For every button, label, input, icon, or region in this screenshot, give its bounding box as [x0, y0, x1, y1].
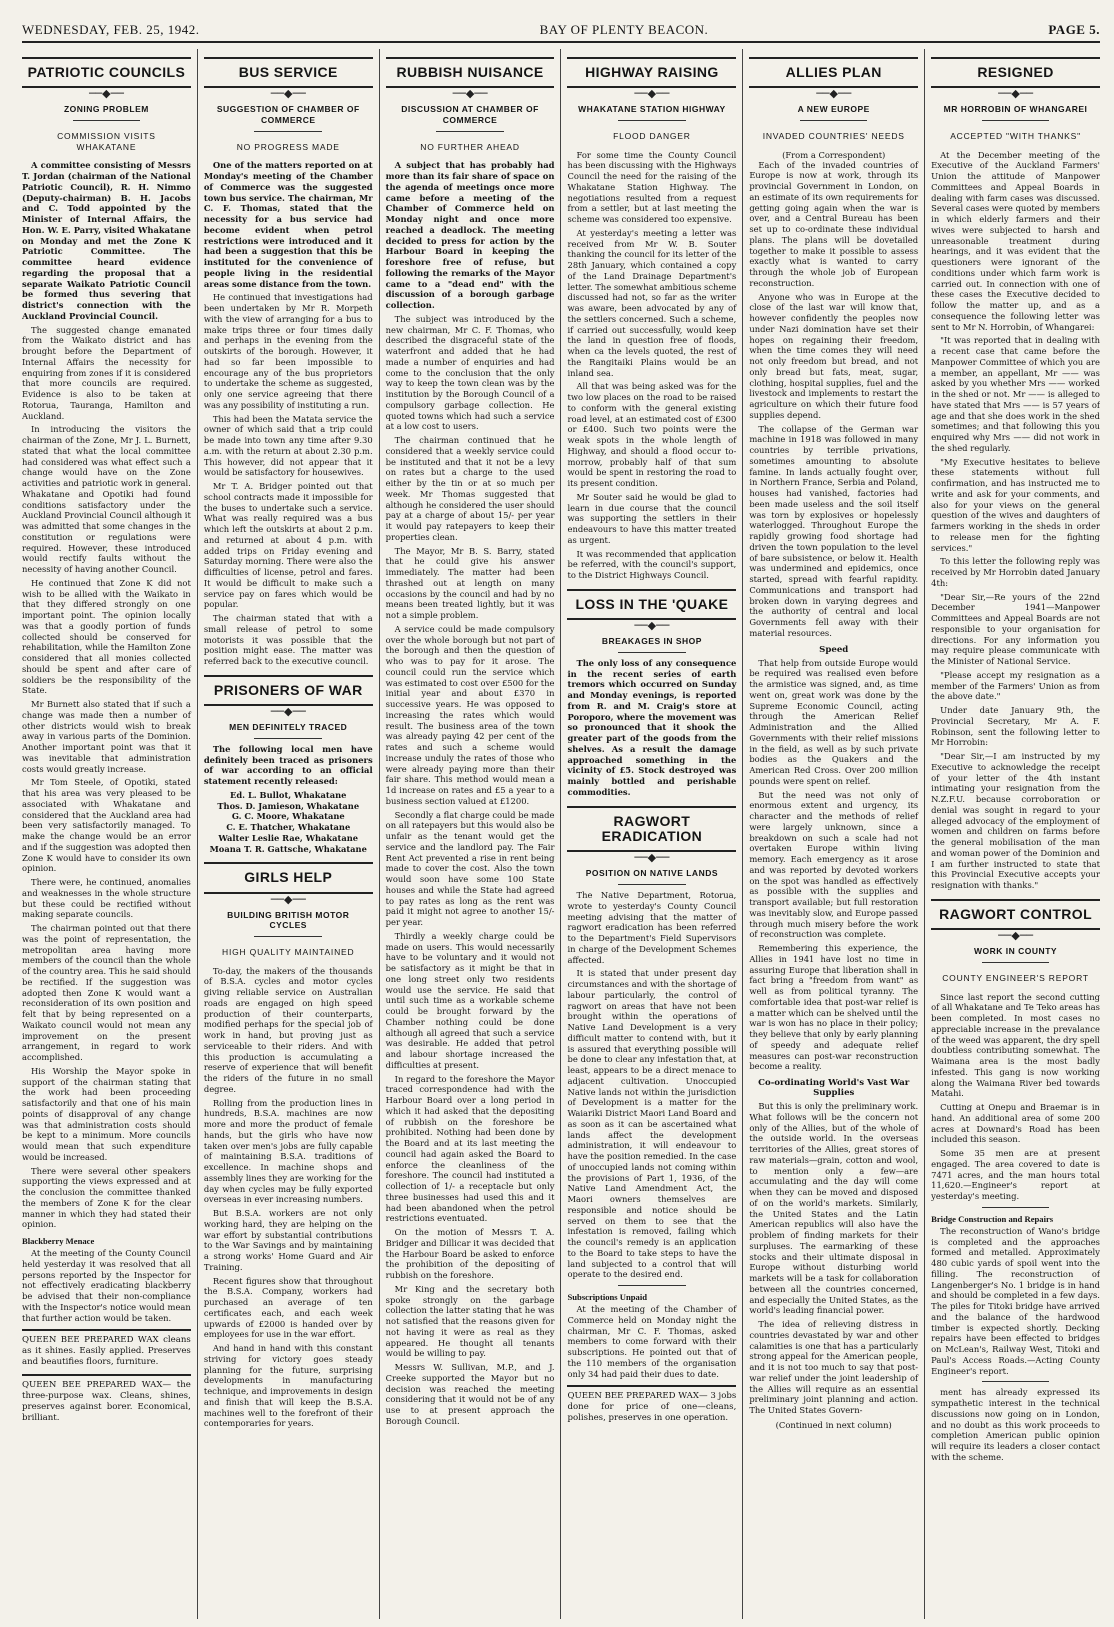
- ad-text: QUEEN BEE PREPARED WAX— the three-purpose wax. Cleans, shines, preserves against borer. Economical, brilliant.: [22, 1380, 191, 1424]
- paragraph: "Dear Sir,—I am instructed by my Executive to acknowledge the receipt of your letter of the 4th instant intimating your resignation from the N.Z.F.U. because corroboration or denial was sought in regard to your alleged advocacy of the employment of women and children on farms before the general mobilisation of the man and woman power of the Dominion and I am further instructed to state that this Provincial Executive accepts your resignation with thanks.": [931, 751, 1100, 891]
- page-number: PAGE 5.: [1048, 22, 1100, 37]
- advertisement: [22, 1329, 191, 1368]
- paragraph: Some 35 men are at present engaged. The area covered to date is 7471 acres, and the man hours total 11,620.—Engineer's report at yesterday's meeting.: [931, 1148, 1100, 1202]
- issue-date: WEDNESDAY, FEB. 25, 1942.: [22, 22, 200, 37]
- paragraph: Mr Burnett also stated that if such a change was made then a number of other districts would wish to break away in various parts of the Dominion. Another important point was that it was inevitable that administration costs would greatly increase.: [22, 699, 191, 774]
- article-title-loss-in-quake: LOSS IN THE 'QUAKE: [567, 589, 736, 620]
- article-body: [22, 160, 191, 1230]
- list-item: C. E. Thatcher, Whakatane: [226, 822, 351, 833]
- paragraph: "Dear Sir,—Re yours of the 22nd December 1941—Manpower Committees and Appeal Boards are not responsible to your organisation for directions. For any information you may require please communicate with the Minister of National Service.: [931, 591, 1100, 667]
- divider: [618, 884, 686, 885]
- list-item: Ed. L. Bullot, Whakatane: [230, 789, 347, 800]
- paper-name: BAY OF PLENTY BEACON.: [539, 22, 709, 37]
- paragraph: There were, he continued, anomalies and weaknesses in the whole structure but these could be rectified without making separate councils.: [22, 877, 191, 920]
- divider: [618, 120, 686, 121]
- list-item: Thos. D. Jamieson, Whakatane: [217, 800, 360, 811]
- article-deck: WHAKATANE STATION HIGHWAY: [578, 104, 726, 115]
- section-heading: Speed: [819, 644, 849, 655]
- side-heading: Subscriptions Unpaid: [567, 1292, 648, 1303]
- article-deck: WORK IN COUNTY: [974, 946, 1058, 957]
- continued-note: (Continued in next column): [775, 1419, 892, 1430]
- paragraph: But this is only the preliminary work. What follows will be the concern not only of the Allies, but of the whole of the outside world. In the overseas territories of the Allies, great stores of raw materials—grain, cotton and wool, to mention only a few—are accumulating and the day will come when they can be moved and disposed of on the world's markets. Similarly, the United States and the Latin American republics will also have the problem of finding markets for their surpluses. The earmarking of these stocks and their ultimate disposal in Europe without disturbing world markets will be a task for collaboration between all the countries concerned, and especially the United States, as the world's leading financial power.: [749, 1101, 919, 1316]
- paragraph: All that was being asked was for the two low places on the road to be raised to conform with the general existing road level, at an estimated cost of £300 or £400. Such two points were the weak spots in the whole length of Highway, and should a flood occur to-morrow, probably half of that sum would be spent in restoring the road to its present condition.: [567, 381, 737, 489]
- divider: [73, 120, 141, 121]
- paragraph: Each of the invaded countries of Europe is now at work, through its provincial Government in London, on an estimate of its own requirements for getting going again when the war is over, and a Central Bureau has been set up to co-ordinate these individual plans. The plans will be dovetailed together to make it possible to assess exactly what is wanted to carry through the whole job of European reconstruction.: [749, 159, 919, 288]
- article-deck: DISCUSSION AT CHAMBER OF COMMERCE: [401, 104, 539, 126]
- paragraph: "Please accept my resignation as a member of the Farmers' Union as from the above date.": [931, 669, 1100, 702]
- divider: [982, 1207, 1050, 1208]
- paragraph: ment has already expressed its sympathetic interest in the technical discussions now going on in London, and no doubt as this work proceeds to completion American public opinion will require its leaders a closer contact with the scheme.: [931, 1387, 1100, 1462]
- paragraph: At yesterday's meeting a letter was received from Mr W. B. Souter thanking the council for its letter of the 28th January, which contained a copy of the Land Drainage Department's letter. The somewhat ambitious scheme discussed had not, so far as the writer was aware, been advocated by any of the settlers concerned. Such a scheme, if carried out successfully, would keep the land in question free of floods, when ca the levels quoted, the rest of the Rangitaiki Plains would be an inland sea.: [567, 227, 737, 378]
- byline: (From a Correspondent): [782, 149, 886, 160]
- paragraph: At the meeting of the Chamber of Commerce held on Monday night the chairman, Mr C. F. Thomas, asked members to come forward with their subscriptions. He pointed out that of the 110 members of the organisation only 34 had paid their dues to date.: [567, 1304, 737, 1379]
- paragraph: Thirdly a weekly charge could be made on users. This would necessarily have to be voluntary and it would not be satisfactory as it might be that in one long street only two residents would use the service. He said that until such time as a workable scheme could be brought forward by the Chamber nothing could be done although all agreed that such a service was desirable. He added that petrol and labour shortage increased the difficulties at present.: [385, 930, 555, 1070]
- ornament-divider: ──◆──: [816, 87, 852, 101]
- divider: [436, 131, 504, 132]
- paragraph: Under date January 9th, the Provincial Secretary, Mr A. F. Robinson, sent the following letter to Mr Horrobin:: [931, 705, 1100, 748]
- paragraph: At the December meeting of the Executive of the Auckland Farmers' Union the attitude of Manpower Committees and Appeal Boards in dealing with farm cases was discussed. Several cases were quoted by members in which elderly farmers and their wives were subjected to harsh and unreasonable treatment during hearings, and it was evident that the questioners were ignorant of the conditions under which farm work is carried out. In connection with one of these cases the Executive decided to follow the matter up, and as a consequence the following letter was sent to Mr N. Horrobin, of Whangarei:: [931, 149, 1100, 332]
- article-deck: MEN DEFINITELY TRACED: [229, 722, 348, 733]
- paragraph: A subject that has probably had more than its fair share of space on the agenda of meetings once more came before a meeting of the Chamber of Commerce held on Monday night and once more reached a deadlock. The meeting decided to press for action by the Harbour Board in keeping the foreshore free of refuse, but following the remarks of the Mayor came to a "dead end" with the discussion of a borough garbage collection.: [385, 160, 555, 311]
- ad-text: QUEEN BEE PREPARED WAX cleans as it shines. Easily applied. Preserves and beautifies floors, furniture.: [22, 1335, 191, 1368]
- paragraph: One of the matters reported on at Monday's meeting of the Chamber of Commerce was the suggested town bus service. The chairman, Mr C. F. Thomas, stated that the necessity for a bus service had become evident when petrol restrictions were introduced and it had been a suggestion that this be instituted for the convenience of people living in the residential areas some distance from the town.: [203, 160, 373, 289]
- article-subhead: NO FURTHER AHEAD: [420, 141, 520, 152]
- article-deck: A NEW EUROPE: [797, 104, 870, 115]
- paragraph: The only loss of any consequence in the recent series of earth tremors which occurred on Sunday and Monday evenings, is reported from R. and M. Craig's store at Poroporo, where the movement was so pronounced that it shook the greater part of the goods from the shelves. As a result the damage approached something in the vicinity of £5. Stock destroyed was mainly bottled and perishable commodities.: [567, 657, 737, 797]
- ornament-divider: ──◆──: [270, 705, 306, 719]
- paragraph: A committee consisting of Messrs T. Jordan (chairman of the National Patriotic Council), R. H. Nimmo (Deputy-chairman) B. H. Jacobs and C. Todd appointed by the Minister of Internal Affairs, the Hon. W. E. Parry, visited Whakatane on Monday and met the Zone K Patriotic Committee. The committee heard evidence regarding the proposal that a separate Waikato Patriotic Council be formed thus severing that district's connection with the Auckland Provincial Council.: [22, 160, 191, 321]
- paragraph: His Worship the Mayor spoke in support of the chairman stating that the work had been proceeding satisfactorily and that one of his main points of disapproval of any change was that administration costs should be kept to a minimum. More councils would mean that such expenditure would be increased.: [22, 1065, 191, 1162]
- paragraph: The chairman pointed out that there was the point of representation, the metropolitan area having more members of the council than the whole of the country area. This he said should be rectified. If the suggestion was adopted then Zone K would want a reconsideration of its own position and felt that by being represented on a Waikato council would not mean any improvement on the present arrangement, in regard to work accomplished.: [22, 923, 191, 1063]
- divider: [982, 962, 1050, 963]
- paragraph: Recent figures show that throughout the B.S.A. Company, workers had purchased an average of ten certificates each, and each week upwards of £2000 is handed over by employees for use in the war effort.: [203, 1275, 373, 1340]
- paragraph: Anyone who was in Europe at the close of the last war will know that, however confidently the peoples now under Nazi domination have set their hopes on regaining their freedom, when the time comes they will need not only freedom but bread, and not only bread but fats, meat, sugar, clothing, hospital supplies, fuel and the livestock and implements to restart the agriculture on which their future food supplies depend.: [749, 291, 919, 420]
- article-deck: SUGGESTION OF CHAMBER OF COMMERCE: [216, 104, 360, 126]
- article-subhead: COMMISSION VISITS WHAKATANE: [57, 131, 156, 152]
- divider: [618, 652, 686, 653]
- paragraph: "My Executive hesitates to believe these statements without full confirmation, and has instructed me to write and ask for your comments, and also for your views on the general question of the wives and daughters of farmers working in the sheds in order to release men for the fighting services.": [931, 456, 1100, 553]
- article-deck: BUILDING BRITISH MOTOR CYCLES: [227, 909, 350, 931]
- paragraph: The idea of relieving distress in countries devastated by war and other calamities is one that has a particularly strong appeal for the American people, and it is not too much to say that post-war relief under the joint leadership of the Allies will require as an essential preliminary joint planning and action. The United States Govern-: [749, 1319, 919, 1416]
- list-item: G. C. Moore, Whakatane: [231, 811, 345, 822]
- article-deck: MR HORROBIN OF WHANGAREI: [943, 104, 1088, 115]
- paragraph: The reconstruction of Wano's bridge is completed and the approaches formed and metalled. Approximately 480 cubic yards of spoil went into the filling. The reconstruction of Langenberger's No. 1 bridge is in hand and should be completed in a few days. The piles for Titoki bridge have arrived and the balance of the hardwood timber is expected shortly. Decking repairs have been effected to bridges on McLean's, Railway West, Titoki and Paul's Access Roads.—Acting County Engineer's report.: [931, 1225, 1100, 1376]
- paragraph: At the meeting of the County Council held yesterday it was resolved that all persons reported by the Inspector for not effectively eradicating blackberry be advised that their non-compliance with the Inspector's notice would mean that further action would be taken.: [22, 1248, 191, 1323]
- paragraph: Mr Tom Steele, of Opotiki, stated that his area was very pleased to be associated with Whakatane and considered that the Auckland area had been very satisfactorily managed. To make the change would be an error and if the suggestion was adopted then Zone K would have to consider its own opinion.: [22, 777, 191, 874]
- side-heading: Blackberry Menace: [22, 1236, 95, 1247]
- paragraph: There were several other speakers supporting the views expressed and at the conclusion the committee thanked the members of Zone K for the clear manner in which they had stated their opinion.: [22, 1165, 191, 1230]
- paragraph: He continued that Zone K did not wish to be allied with the Waikato in that they differed strongly on one important point. The opinion locally was that a goodly portion of funds collected should be conserved for rehabilitation, while the Hamilton Zone considered that all monies collected should be spent and after care of soldiers be the responsibility of the State.: [22, 577, 191, 696]
- paragraph: In regard to the foreshore the Mayor traced correspondence had with the Harbour Board over a long period in which it had asked that the depositing of rubbish on the foreshore be prohibited. Nothing had been done by the Board and at its last meeting the council had again asked the Board to enforce the cleanliness of the foreshore. The council had instituted a collection of 1/- a receptacle but only three businesses had used this and it had been abandoned when the petrol restrictions eventuated.: [385, 1073, 555, 1224]
- ornament-divider: ──◆──: [634, 851, 670, 865]
- column-2: [197, 49, 379, 1619]
- section-heading: Co-ordinating World's Vast War Supplies: [758, 1078, 910, 1099]
- article-title-rubbish-nuisance: RUBBISH NUISANCE: [386, 57, 555, 88]
- paragraph: It is stated that under present day circumstances and with the shortage of labour particularly, the control of ragwort on areas that have not been brought within the operations of Native Land Development is a very difficult matter to contend with, but it is assured that everything possible will be done to clear any infestation that, at least, appears to be a direct menace to adjacent cultivation. Unoccupied Native lands not within the jurisdiction of Development is a matter for the Waiariki District Maori Land Board and as soon as it can be ascertained what lands affect the development administration, it will endeavour to have the position remedied. In the case of unoccupied lands not coming within the provisions of Part 1, 1936, of the Native Land Amendment Act, the Maori owners themselves are responsible and notice should be served on them to see that the infestation is removed, failing which the council's remedy is an application to the Board to take steps to have the land subjected to a control that will operate to the desired end.: [567, 968, 737, 1280]
- paragraph: The chairman stated that with a small release of petrol to some motorists it was possible that the position might ease. The matter was referred back to the executive council.: [203, 613, 373, 667]
- paragraph: It was recommended that application be referred, with the council's support, to the District Highways Council.: [567, 548, 737, 581]
- article-deck: POSITION ON NATIVE LANDS: [585, 868, 719, 879]
- article-subhead: FLOOD DANGER: [613, 131, 691, 142]
- paragraph: The chairman continued that he considered that a weekly service could be instituted and that it not be a levy on rates but a charge to the used either by the tin or at so much per week. Mr Thomas suggested that although he considered the user should pay at a charge of about 15/- per year it would pay ratepayers to keep their properties clean.: [385, 435, 555, 542]
- ornament-divider: ──◆──: [998, 929, 1034, 943]
- list-item: Moana T. R. Gattsche, Whakatane: [209, 843, 367, 854]
- ornament-divider: ──◆──: [634, 87, 670, 101]
- paragraph: Mr T. A. Bridger pointed out that school contracts made it impossible for the buses to undertake such a service. What was really required was a bus which left the outskirts at about 2 p.m. and returned at about 4 p.m. with added trips on Friday evening and Saturday morning. There were also the difficulties of license, petrol and fares. It would be difficult to make such a service pay on fares which would be popular.: [203, 481, 373, 610]
- column-5: [742, 49, 924, 1619]
- advertisement: [22, 1374, 191, 1424]
- article-title-highway-raising: HIGHWAY RAISING: [567, 57, 736, 88]
- ad-text: QUEEN BEE PREPARED WAX— 3 jobs done for price of one—cleans, polishes, preserves in one operation.: [567, 1391, 737, 1424]
- divider: [254, 738, 322, 739]
- paragraph: Mr Souter said he would be glad to learn in due course that the council was supporting the settlers in their endeavours to have this matter treated as urgent.: [567, 491, 737, 545]
- article-deck: ZONING PROBLEM: [63, 104, 149, 115]
- ornament-divider: ──◆──: [270, 892, 306, 906]
- paragraph: But B.S.A. workers are not only working hard, they are helping on the war effort by substantial contributions to the War Savings and by maintaining a strong works' Home Guard and Air Training.: [203, 1208, 373, 1272]
- article-subhead: INVADED COUNTRIES' NEEDS: [762, 131, 905, 142]
- paragraph: That help from outside Europe would be required was realised even before the armistice was signed, and, as time went on, great work was done by the Supreme Economic Council, acting through the American Relief Administration and the Allied Governments with their relief missions in the field, as well as by such private bodies as the Quakers and the American Red Cross. Over 200 million pounds were spent on relief.: [749, 657, 919, 786]
- paragraph: To-day, the makers of the thousands of B.S.A. cycles and motor cycles giving reliable service on Australian roads are engaged on high speed production of their counterparts, modified perhaps for the special job of work in hand, but proving just as serviceable to their riders. And with this production is accumulating a reserve of experience that will benefit the riders of the future in no small degree.: [203, 965, 373, 1094]
- side-heading: Bridge Construction and Repairs: [931, 1213, 1054, 1224]
- paragraph: In introducing the visitors the chairman of the Zone, Mr J. L. Burnett, stated that what the local committee had considered was what effect such a change would have on the Zone activities and patriotic work in general. Whakatane and Opotiki had found conditions satisfactory under the Auckland Provincial Council although it was admitted that some changes in the constitution or regulations were required. However, these introduced would rectify faults without the necessity of having another Council.: [22, 424, 191, 575]
- paragraph: Cutting at Onepu and Braemar is in hand. An additional area of some 200 acres at Downard's Road has been included this season.: [931, 1102, 1100, 1145]
- prisoner-list: [204, 790, 373, 855]
- article-title-prisoners-of-war: PRISONERS OF WAR: [204, 675, 373, 706]
- paragraph: The Native Department, Rotorua, wrote to yesterday's County Council meeting advising that the matter of ragwort eradication has been referred to the Department's Field Supervisors in charge of the Development Schemes affected.: [567, 890, 737, 965]
- ornament-divider: ──◆──: [634, 619, 670, 633]
- divider: [254, 936, 322, 937]
- paragraph: The suggested change emanated from the Waikato district and has brought before the Department of Internal Affairs the necessity for enquiring from zones if it is considered that more councils are required. Evidence is also to be taken at Rotorua, Tauranga, Hamilton and Auckland.: [22, 324, 191, 421]
- ornament-divider: ──◆──: [270, 87, 306, 101]
- paragraph: Remembering this experience, the Allies in 1941 have lost no time in assuring Europe that liberation shall in fact bring a "freedom from want" as well as from political tyranny. The comfortable idea that post-war relief is a matter which can be shelved until the war is won has no place in their policy; they believe that only by early planning of speedy and adequate relief measures can post-war reconstruction become a reality.: [749, 943, 919, 1072]
- article-subhead: NO PROGRESS MADE: [236, 141, 340, 152]
- divider: [800, 120, 868, 121]
- article-subhead: HIGH QUALITY MAINTAINED: [222, 947, 355, 958]
- column-6: [924, 49, 1100, 1619]
- column-3: [379, 49, 561, 1619]
- ornament-divider: ──◆──: [452, 87, 488, 101]
- paragraph: And hand in hand with this constant striving for victory goes steady planning for the future, surprising developments in manufacturing technique, and improvements in design and finish that will keep the B.S.A. machines well to the forefront of their contemporaries for years.: [203, 1343, 373, 1429]
- paragraph: A service could be made compulsory over the whole borough but not part of the borough and then the question of who was to pay for it arose. The council could run the service which was estimated to cost over £500 for the initial year and about £370 in successive years. He was opposed to increasing the rates which would result. The business area of the town was already paying 42 per cent of the rates and such a scheme would increase unduly the rates of those who were already paying more than their fair share. This method would mean a 1d increase on rates and £5 a year to a business section valued at £1200.: [385, 623, 555, 806]
- article-title-resigned: RESIGNED: [931, 57, 1100, 88]
- paragraph: This had been the Matata service the owner of which said that a trip could be made into town any time after 9.30 a.m. with the return at about 2.30 p.m. This however, did not appear that it would be satisfactory for housewives.: [203, 413, 373, 478]
- divider: [982, 1381, 1050, 1382]
- article-subhead: ACCEPTED "WITH THANKS": [950, 131, 1081, 142]
- paragraph: Messrs W. Sullivan, M.P., and J. Creeke supported the Mayor but no decision was reached the meeting considering that it would not be of any use to at present approach the Borough Council.: [385, 1362, 555, 1426]
- divider: [254, 131, 322, 132]
- masthead: [22, 20, 1100, 43]
- article-deck: BREAKAGES IN SHOP: [601, 636, 702, 647]
- article-subhead: COUNTY ENGINEER'S REPORT: [942, 972, 1089, 983]
- paragraph: Secondly a flat charge could be made on all ratepayers but this would also be unfair as the tenant would get the service and the landlord pay. The Fair Rent Act prevented a rise in rent being made to cover the cost. Also the town would soon have some 100 State houses and while the State had agreed to pay rates as long as the rent was paid it might not agree to another 15/- per year.: [385, 809, 555, 928]
- paragraph: To this letter the following reply was received by Mr Horrobin dated January 4th:: [931, 556, 1100, 588]
- paragraph: The following local men have definitely been traced as prisoners of war according to an official statement recently released:: [203, 743, 373, 787]
- article-title-ragwort-eradication: RAGWORT ERADICATION: [567, 806, 736, 853]
- ornament-divider: ──◆──: [998, 87, 1034, 101]
- paragraph: Rolling from the production lines in hundreds, B.S.A. machines are now more and more the product of female hands, but the girls who have now taken over men's jobs are fully capable of maintaining B.S.A. traditions of excellence. In machine shops and assembly lines they are working for the day when cycles may be fully exported overseas in ever increasing numbers.: [203, 1097, 373, 1205]
- article-title-girls-help: GIRLS HELP: [204, 862, 373, 893]
- columns: [22, 49, 1100, 1619]
- article-title-allies-plan: ALLIES PLAN: [749, 57, 918, 88]
- article-title-bus-service: BUS SERVICE: [204, 57, 373, 88]
- ornament-divider: ──◆──: [88, 87, 124, 101]
- paragraph: The Mayor, Mr B. S. Barry, stated that he could give his answer immediately. The matter had been thrashed out at length on many occasions by the council and had by no means been treated lightly, but it was not a simple problem.: [385, 545, 555, 621]
- column-4: [560, 49, 742, 1619]
- paragraph: Since last report the second cutting of all Whakatane and Te Teko areas has been completed. In most cases no appreciable increase in the prevalance of the weed was apparent, the dry spell doubtless contributing somewhat. The Waimana area is the most badly infested. This gang is now working along the Waimana River bed towards Matahi.: [931, 991, 1100, 1099]
- article-title-patriotic-councils: PATRIOTIC COUNCILS: [22, 57, 191, 88]
- column-1: [22, 49, 197, 1619]
- paragraph: The collapse of the German war machine in 1918 was followed in many countries by terrible privations, sometimes amounting to absolute famine. In lands actually fought over, in Northern France, Serbia and Poland, houses had vanished, factories had been made useless and the soil itself was torn by explosives or hopelessly waterlogged. Throughout Europe the rapidly growing food shortage had driven the town population to the level of bare subsistence, or below it. Health was undermined and epidemics, once started, spread with fearful rapidity. Communications and transport had broken down in varying degrees and the authority of central and local Governments fell away with their material resources.: [749, 423, 919, 638]
- paragraph: But the need was not only of enormous extent and urgency, its character and the methods of relief were largely unknown, since a breakdown on such a scale had not overtaken Europe within living memory. Each emergency as it arose and was reported by devoted workers on the spot was handled as effectively as possible with the supplies and transport available; but full restoration was inevitably slow, and Europe passed through much misery before the work of reconstruction was complete.: [749, 789, 919, 940]
- divider: [618, 1285, 686, 1286]
- article-title-ragwort-control: RAGWORT CONTROL: [931, 899, 1100, 930]
- paragraph: He continued that investigations had been undertaken by Mr R. Morpeth with the view of arranging for a bus to make trips three or four times daily and perhaps in the evening from the outskirts of the borough. However, it had so far been impossible to encourage any of the bus proprietors to undertake the scheme as suggested, only one service agreeing that there was any possibility of instituting a run.: [203, 292, 373, 410]
- advertisement: [567, 1385, 736, 1424]
- divider: [982, 120, 1050, 121]
- paragraph: The subject was introduced by the new chairman, Mr C. F. Thomas, who described the disgraceful state of the waterfront and added that he had made a number of enquiries and had come to the conclusion that the only way to keep the town clean was by the institution by the Borough Council of a compulsory garbage collection. He quoted towns which had such a service at a low cost to users.: [385, 313, 555, 432]
- paragraph: "It was reported that in dealing with a recent case that came before the Manpower Committee of which you are a member, an appellant, Mr —— was asked by you whether Mrs —— worked in the shed or not. Mr —— is alleged to have stated that Mrs —— is 57 years of age and that she does work in the shed sometimes; and that following this you enquired why Mrs —— did not work in the shed regularly.: [931, 335, 1100, 453]
- paragraph: On the motion of Messrs T. A. Bridger and Dillicar it was decided that the Harbour Board be asked to enforce the prohibition of the depositing of rubbish on the foreshore.: [385, 1227, 555, 1281]
- paragraph: For some time the County Council has been discussing with the Highways Council the need for the raising of the Whakatane Station Highway. The negotiations resulted from a request from a settler, but at last meeting the scheme was considered too expensive.: [567, 149, 737, 225]
- list-item: Walter Leslie Rae, Whakatane: [218, 832, 359, 843]
- paragraph: Mr King and the secretary both spoke strongly on the garbage collection the latter stating that he was not satisfied that the reasons given for not having it were as real as they appeared. He thought all tenants would be willing to pay.: [385, 1283, 555, 1359]
